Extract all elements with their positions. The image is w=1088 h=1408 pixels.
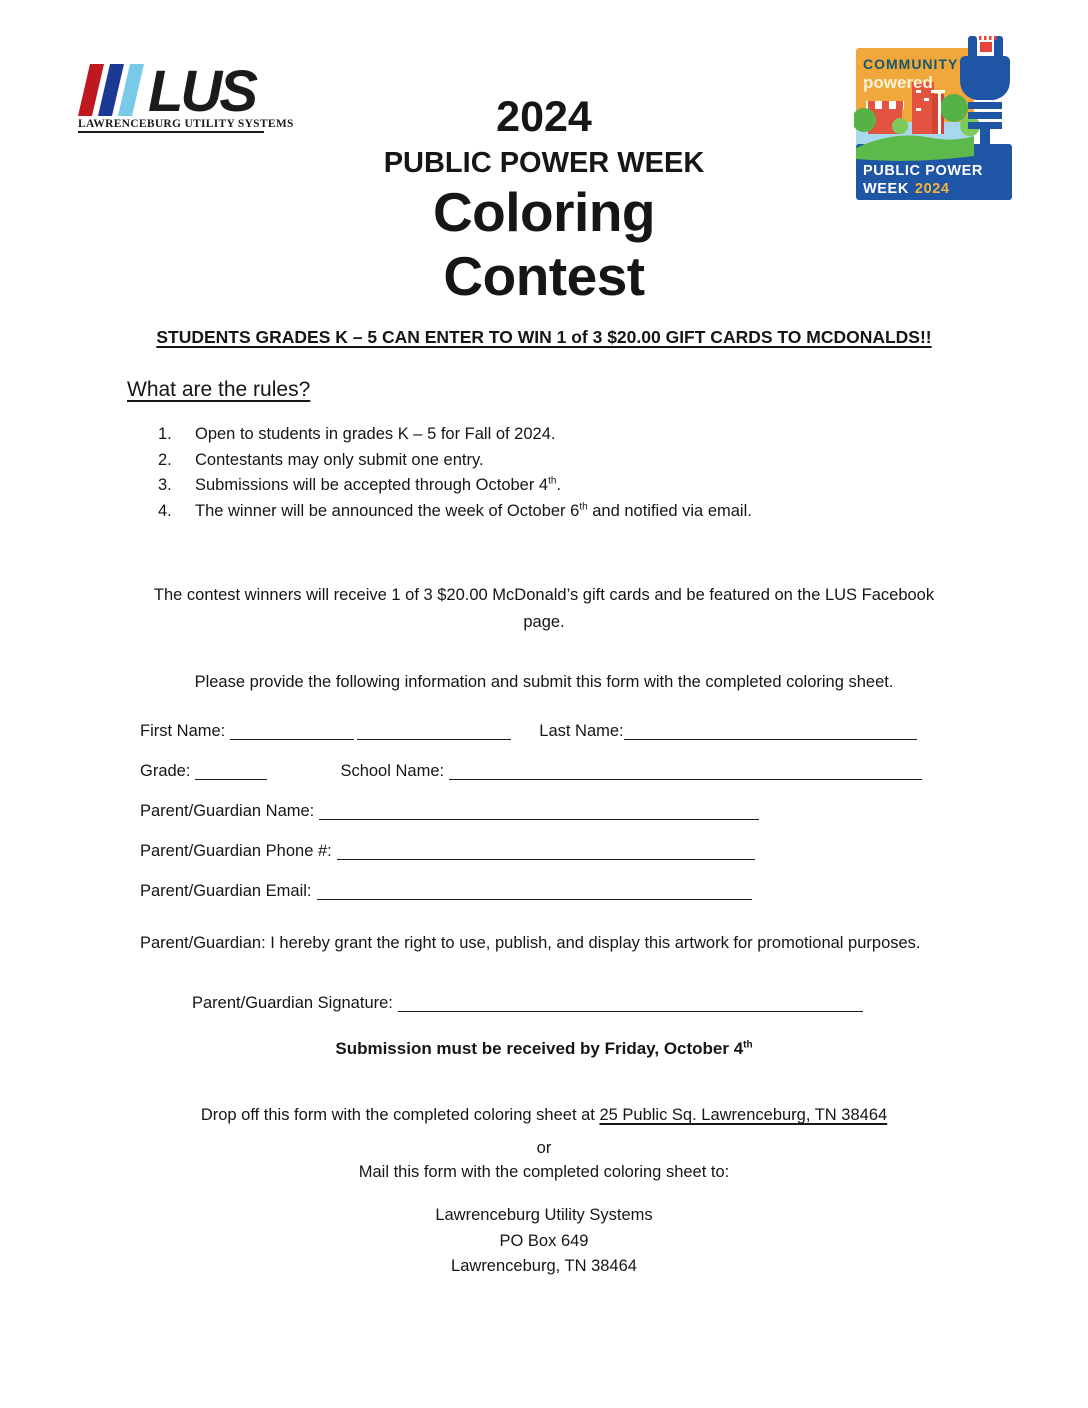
mailing-address [0, 1203, 1088, 1280]
parent-email-label: Parent/Guardian Email: [140, 882, 312, 900]
deadline-note [0, 1039, 1088, 1059]
badge-powered-text: powered [863, 73, 933, 92]
mailing-address-po-box: PO Box 649 [499, 1231, 589, 1250]
parent-email-row [140, 881, 945, 901]
rules-list [158, 426, 968, 528]
rule-number: 3. [158, 476, 172, 494]
rule-number: 2. [158, 450, 172, 469]
title-event: PUBLIC POWER WEEK [383, 147, 705, 179]
rule-text [195, 426, 555, 443]
grade-line [195, 779, 267, 780]
parent-name-line [319, 819, 759, 820]
dropoff-address: 25 Public Sq. Lawrenceburg, TN 38464 [599, 1106, 888, 1124]
last-name-line [624, 739, 917, 740]
first-name-line-2 [357, 739, 511, 740]
rule-text-post: . [556, 476, 562, 494]
school-name-line [449, 779, 922, 780]
badge-community-text: COMMUNITY [863, 56, 959, 72]
badge-week-text: WEEK [863, 181, 909, 197]
parent-phone-row [140, 841, 945, 861]
signature-row [192, 994, 863, 1013]
rule-text [195, 503, 752, 520]
first-name-line [230, 739, 354, 740]
mailing-address-city: Lawrenceburg, TN 38464 [451, 1257, 637, 1275]
grade-label: Grade: [140, 762, 191, 780]
name-row [140, 721, 945, 741]
badge-year-text: 2024 [914, 181, 950, 197]
rule-number: 4. [158, 501, 172, 520]
rule-item-2 [158, 452, 968, 469]
mail-instruction: Mail this form with the completed coloring sheet to: [358, 1163, 730, 1181]
signature-line [398, 1011, 863, 1012]
grade-school-row [140, 761, 945, 781]
deadline-sup: th [743, 1039, 753, 1051]
form-intro: Please provide the following information and submit this form with the completed coloring sheet. [194, 673, 894, 691]
parent-email-line [317, 899, 752, 900]
school-name-label: School Name: [340, 762, 445, 780]
badge-spark-tick [989, 36, 992, 40]
deadline-text: Submission must be received by Friday, October 4 [335, 1039, 744, 1058]
entry-form [140, 721, 945, 921]
rules-heading: What are the rules? [127, 378, 311, 401]
rule-text-sup: th [579, 501, 588, 512]
rule-text-pre: Contestants may only submit one entry. [195, 450, 484, 469]
parent-name-row [140, 801, 945, 821]
rule-text-sup: th [548, 475, 557, 487]
badge-spark-tick [984, 36, 987, 40]
consent-text: Parent/Guardian: I hereby grant the right to use, publish, and display this artwork for promotional purposes. [140, 934, 921, 952]
parent-name-label: Parent/Guardian Name: [140, 802, 315, 820]
rule-text [195, 477, 561, 494]
title-line1: Coloring [432, 181, 656, 243]
rule-text-pre: Open to students in grades K – 5 for Fall of 2024. [195, 425, 556, 443]
page-title [0, 94, 1088, 308]
title-line2: Contest [443, 245, 645, 307]
last-name-label: Last Name: [539, 722, 624, 740]
parent-phone-label: Parent/Guardian Phone #: [140, 842, 332, 860]
rule-text-pre: Submissions will be accepted through October 4 [195, 476, 549, 494]
or-separator: or [536, 1139, 552, 1157]
prize-note: The contest winners will receive 1 of 3 $20.00 McDonald’s gift cards and be featured on the LUS Facebook page. [153, 586, 935, 631]
badge-lamp-arm [931, 90, 945, 93]
prize-banner: STUDENTS GRADES K – 5 CAN ENTER TO WIN 1 of 3 $20.00 GIFT CARDS TO MCDONALDS!! [156, 327, 932, 347]
rule-item-3 [158, 477, 968, 494]
parent-phone-line [337, 859, 755, 860]
rule-text-pre: The winner will be announced the week of October 6 [195, 501, 580, 520]
title-year: 2024 [496, 93, 592, 141]
rule-item-4 [158, 503, 968, 520]
lus-logo-subtitle: LAWRENCEBURG UTILITY SYSTEMS [78, 118, 264, 133]
rule-text-post: and notified via email. [587, 501, 752, 520]
mailing-address-org: Lawrenceburg Utility Systems [435, 1206, 653, 1224]
rule-item-1 [158, 426, 968, 443]
dropoff-text: Drop off this form with the completed coloring sheet at [200, 1106, 600, 1124]
badge-spark-tick [994, 36, 997, 40]
badge-spark-tick [979, 36, 982, 40]
rule-text [195, 452, 484, 469]
signature-label: Parent/Guardian Signature: [192, 994, 393, 1012]
badge-spark [980, 42, 992, 52]
first-name-label: First Name: [140, 722, 226, 740]
badge-public-power-text: PUBLIC POWER [863, 163, 983, 179]
lus-logo-acronym: LUS [148, 59, 255, 125]
dropoff-line [0, 1106, 1088, 1125]
rule-number: 1. [158, 425, 172, 443]
